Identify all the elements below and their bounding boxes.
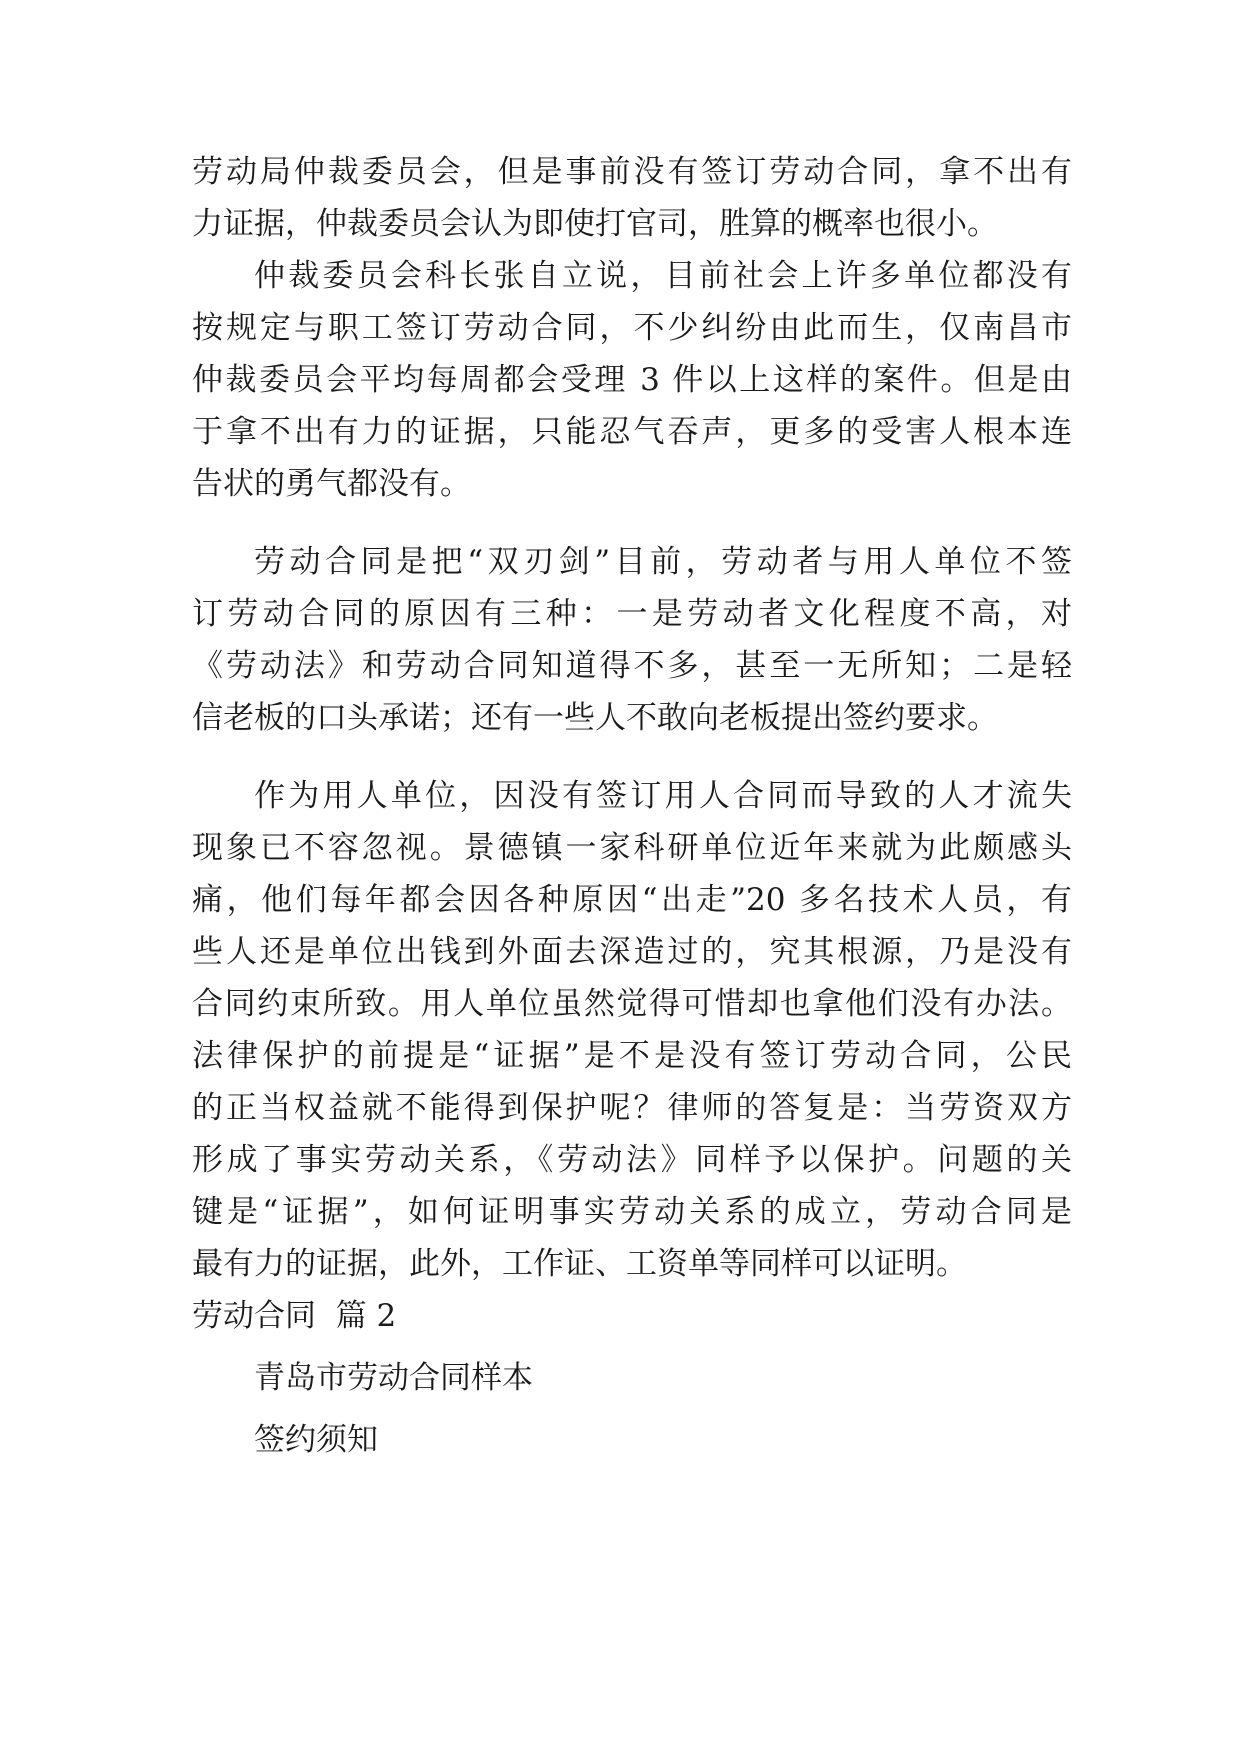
paragraph-line: 仲裁委员会平均每周都会受理 3 件以上这样的案件。但是由 xyxy=(192,362,1072,398)
paragraph-line: 现象已不容忽视。景德镇一家科研单位近年来就为此颇感头 xyxy=(192,830,1072,866)
paragraph-line: 告状的勇气都没有。 xyxy=(192,466,471,502)
paragraph-line: 键是“证据”，如何证明事实劳动关系的成立，劳动合同是 xyxy=(192,1194,1072,1230)
paragraph-line: 作为用人单位，因没有签订用人合同而导致的人才流失 xyxy=(254,778,1072,814)
paragraph-line: 劳动合同是把“双刃剑”目前，劳动者与用人单位不签 xyxy=(254,544,1072,580)
paragraph-line: 法律保护的前提是“证据”是不是没有签订劳动合同，公民 xyxy=(192,1038,1072,1074)
paragraph-line: 力证据，仲裁委员会认为即使打官司，胜算的概率也很小。 xyxy=(192,206,998,242)
paragraph-line: 的正当权益就不能得到保护呢？律师的答复是：当劳资双方 xyxy=(192,1090,1072,1126)
paragraph-line: 信老板的口头承诺；还有一些人不敢向老板提出签约要求。 xyxy=(192,700,998,736)
paragraph-line: 仲裁委员会科长张自立说，目前社会上许多单位都没有 xyxy=(254,258,1072,294)
subsection-heading: 签约须知 xyxy=(254,1422,378,1458)
paragraph-line: 合同约束所致。用人单位虽然觉得可惜却也拿他们没有办法。 xyxy=(192,986,1072,1022)
paragraph-line: 痛，他们每年都会因各种原因“出走”20 多名技术人员，有 xyxy=(192,882,1072,918)
contract-title: 青岛市劳动合同样本 xyxy=(254,1360,533,1396)
paragraph-line: 于拿不出有力的证据，只能忍气吞声，更多的受害人根本连 xyxy=(192,414,1072,450)
paragraph-line: 些人还是单位出钱到外面去深造过的，究其根源，乃是没有 xyxy=(192,934,1072,970)
paragraph-line: 《劳动法》和劳动合同知道得不多，甚至一无所知；二是轻 xyxy=(192,648,1072,684)
paragraph-line: 最有力的证据，此外，工作证、工资单等同样可以证明。 xyxy=(192,1246,967,1282)
section-heading: 劳动合同 篇 2 xyxy=(192,1298,397,1334)
paragraph-line: 按规定与职工签订劳动合同，不少纠纷由此而生，仅南昌市 xyxy=(192,310,1072,346)
paragraph-line: 订劳动合同的原因有三种：一是劳动者文化程度不高，对 xyxy=(192,596,1072,632)
paragraph-line: 劳动局仲裁委员会，但是事前没有签订劳动合同，拿不出有 xyxy=(192,154,1072,190)
paragraph-line: 形成了事实劳动关系，《劳动法》同样予以保护。问题的关 xyxy=(192,1142,1072,1178)
